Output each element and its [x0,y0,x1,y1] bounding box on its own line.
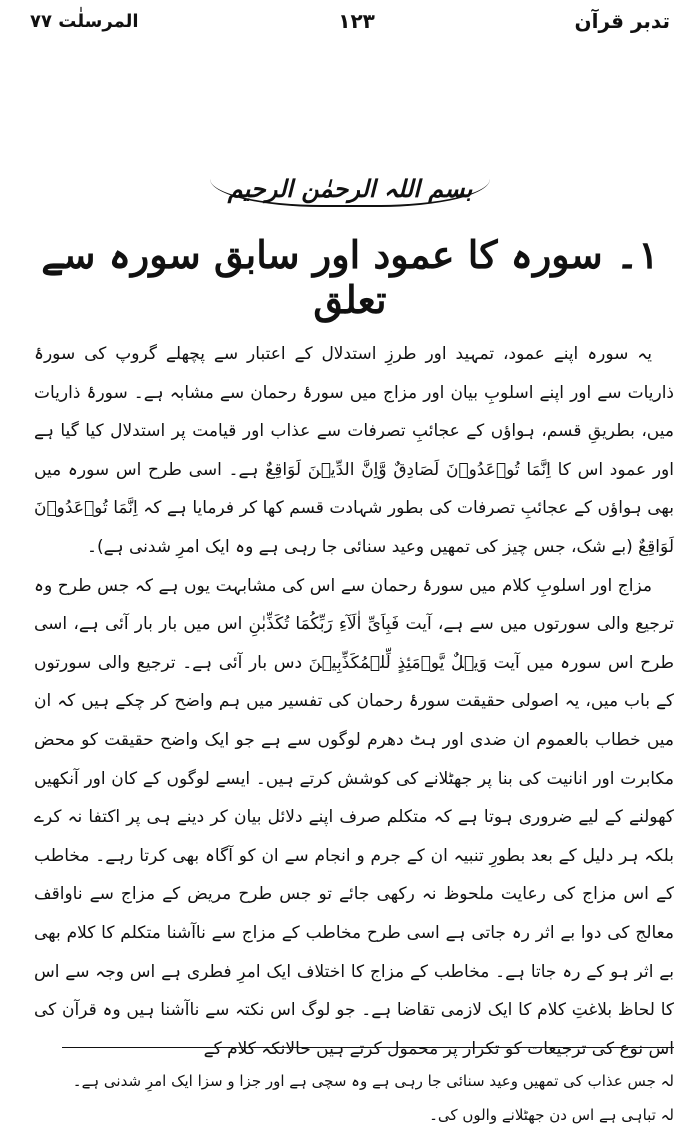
footnote-divider [62,1047,674,1048]
footnotes [60,1064,674,1132]
bismillah-calligraphy [0,172,700,216]
running-header [30,6,670,36]
book-title: تدبر قرآن [574,9,670,33]
footnote-1: لہ جس عذاب کی تمھیں وعید سنائی جا رہی ہے وہ سچی ہے اور جزا و سزا ایک امرِ شدنی ہے۔ [72,1072,674,1090]
footnote-2: لہ تباہی ہے اس دن جھٹلانے والوں کی۔ [429,1106,674,1124]
page-number: ۱۲۳ [338,9,375,33]
section-heading: ۱۔ سورہ کا عمود اور سابق سورہ سے تعلق [41,232,659,322]
paragraph-2: مزاج اور اسلوبِ کلام میں سورۂ رحمان سے اس کی مشابہت یوں ہے کہ جس طرح وہ ترجیع والی سورتوں میں سے ہے، آیت فَبِاَیِّ اٰلَآءِ رَبِّکُمَا تُکَذِّبٰنِ اس میں بار بار آئی ہے، اسی طرح اس سورہ میں آیت وَیۡلٌ یَّوۡمَئِذٍ لِّلۡمُکَذِّبِیۡنَ دس بار آئی ہے۔ ترجیع والی سورتوں کے باب میں، یہ اصولی حقیقت سورۂ رحمان کی تفسیر میں ہم واضح کر چکے ہیں کہ ان میں خطاب بالعموم ان ضدی اور ہٹ دھرم لوگوں سے ہے جو ایک واضح حقیقت کو محض مکابرت اور انانیت کی بنا پر جھٹلانے کی کوشش کرتے ہیں۔ ایسے لوگوں کے کان اور آنکھیں کھولنے کے لیے ضروری ہوتا ہے کہ متکلم صرف اپنے دلائل بیان کر دینے ہی پر اکتفا نہ کرے بلکہ ہر دلیل کے بعد بطورِ تنبیہ ان کے جرم و انجام سے ان کو آگاہ بھی کرتا رہے۔ مخاطب کے اس مزاج کی رعایت ملحوظ نہ رکھی جائے تو جس طرح مریض کے مزاج سے ناواقف معالج کی دوا بے اثر رہ جاتی ہے اسی طرح مخاطب کے مزاج سے ناآشنا متکلم کا کلام بھی بے اثر ہو کے رہ جاتا ہے۔ مخاطب کے مزاج کا اختلاف ایک امرِ فطری ہے اس وجہ سے اس کا لحاظ بلاغتِ کلام کا ایک لازمی تقاضا ہے۔ جو لوگ اس نکتہ سے ناآشنا ہیں وہ قرآن کی اس نوع کی ترجیعات کو تکرار پر محمول کرتے ہیں حالانکہ کلام کے [34,575,674,1059]
bismillah-text: بسم اللہ الرحمٰن الرحیم [210,172,491,207]
body-text [34,335,674,1068]
paragraph-1: یہ سورہ اپنے عمود، تمہید اور طرزِ استدلال کے اعتبار سے پچھلے گروپ کی سورۂ ذاریات سے اور اپنے اسلوبِ بیان اور مزاج میں سورۂ رحمان سے مشابہ ہے۔ سورۂ ذاریات میں، بطریقِ قسم، ہواؤں کے عجائبِ تصرفات سے عذاب اور قیامت پر استدلال کیا گیا ہے اور عمود اس کا اِنَّمَا تُوۡعَدُوۡنَ لَصَادِقٌ وَّاِنَّ الدِّیۡنَ لَوَاقِعٌ ہے۔ اسی طرح اس سورہ میں بھی ہواؤں کے عجائبِ تصرفات کی بطور شہادت قسم کھا کر فرمایا ہے کہ اِنَّمَا تُوۡعَدُوۡنَ لَوَاقِعٌ (بے شک، جس چیز کی تمھیں وعید سنائی جا رہی ہے وہ ایک امرِ شدنی ہے)۔ [34,344,674,557]
surah-name: المرسلٰت ۷۷ [30,10,139,32]
